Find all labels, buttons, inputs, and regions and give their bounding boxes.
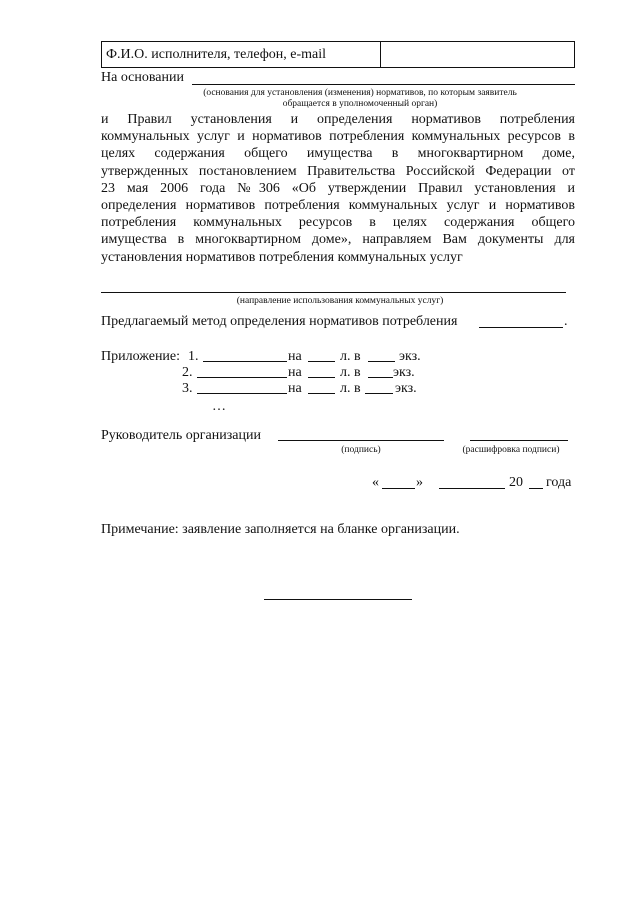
body-line: коммунальных услуг и нормативов потребления коммунальных ресурсов в (101, 129, 575, 145)
note-text: Примечание: заявление заполняется на бланке организации. (101, 522, 460, 537)
executor-contact-label: Ф.И.О. исполнителя, телефон, e-mail (102, 42, 381, 68)
method-blank-line[interactable] (479, 327, 563, 328)
attachment-sheets-line[interactable] (308, 361, 335, 362)
attachment-copies-line[interactable] (368, 377, 393, 378)
attachment-sheets-line[interactable] (308, 393, 335, 394)
attachment-on: на (288, 381, 302, 396)
attachment-copies-label: экз. (393, 365, 415, 380)
attachment-on: на (288, 349, 302, 364)
basis-hint-line2: обращается в уполномоченный орган) (282, 99, 438, 109)
attachment-name-line[interactable] (197, 393, 287, 394)
body-line: и Правил установления и определения нормативов потребления (101, 112, 575, 127)
body-line: имущества в многоквартирном доме», направляем Вам документы для (101, 232, 575, 248)
attachment-copies-label: экз. (399, 349, 421, 364)
body-line: потребления коммунальных ресурсов в целях содержания общего (101, 215, 575, 231)
attachment-sheets-label: л. в (340, 381, 361, 396)
body-line: утвержденных постановлением Правительства Российской Федерации от (101, 163, 575, 179)
body-paragraph (101, 111, 575, 266)
attachment-sheets-label: л. в (340, 365, 361, 380)
direction-blank-line[interactable] (101, 292, 566, 293)
attachment-copies-line[interactable] (368, 361, 395, 362)
date-year-word: года (546, 475, 572, 490)
attachment-copies-label: экз. (395, 381, 417, 396)
body-line: целях содержания общего имущества в многоквартирном доме, (101, 146, 575, 162)
body-line: определения нормативов потребления коммунальных услуг и нормативов (101, 198, 575, 214)
attachment-name-line[interactable] (203, 361, 287, 362)
attachment-number: 2. (182, 365, 193, 380)
closing-divider (264, 599, 412, 600)
signature-label: Руководитель организации (101, 428, 261, 443)
basis-label: На основании (101, 70, 184, 85)
signature-decode-hint: (расшифровка подписи) (462, 445, 560, 455)
executor-contact-table (101, 41, 575, 68)
attachment-number: 3. (182, 381, 193, 396)
method-label: Предлагаемый метод определения нормативов потребления (101, 314, 458, 329)
executor-contact-value[interactable] (381, 42, 575, 68)
attachments-ellipsis: … (212, 399, 226, 414)
basis-hint-line1: (основания для установления (изменения) нормативов, по которым заявитель (203, 88, 517, 98)
direction-hint: (направление использования коммунальных услуг) (236, 296, 444, 306)
attachment-name-line[interactable] (197, 377, 287, 378)
date-close-quote: » (416, 475, 423, 490)
signature-decode-line[interactable] (470, 440, 568, 441)
signature-line[interactable] (278, 440, 444, 441)
attachment-sheets-line[interactable] (308, 377, 335, 378)
attachments-label: Приложение: (101, 349, 181, 364)
attachment-on: на (288, 365, 302, 380)
attachment-number: 1. (188, 349, 199, 364)
date-day-line[interactable] (382, 488, 415, 489)
attachment-copies-line[interactable] (365, 393, 393, 394)
date-open-quote: « (372, 475, 379, 490)
body-line: 23 мая 2006 года №306 «Об утверждении Правил установления и (101, 180, 575, 196)
date-year-line[interactable] (529, 488, 543, 489)
basis-blank-line[interactable] (192, 84, 575, 85)
body-line: установления нормативов потребления коммунальных услуг (101, 249, 463, 265)
signature-hint: (подпись) (341, 445, 381, 455)
method-end: . (564, 314, 568, 329)
date-century: 20 (509, 475, 523, 490)
attachment-sheets-label: л. в (340, 349, 361, 364)
date-month-line[interactable] (439, 488, 505, 489)
